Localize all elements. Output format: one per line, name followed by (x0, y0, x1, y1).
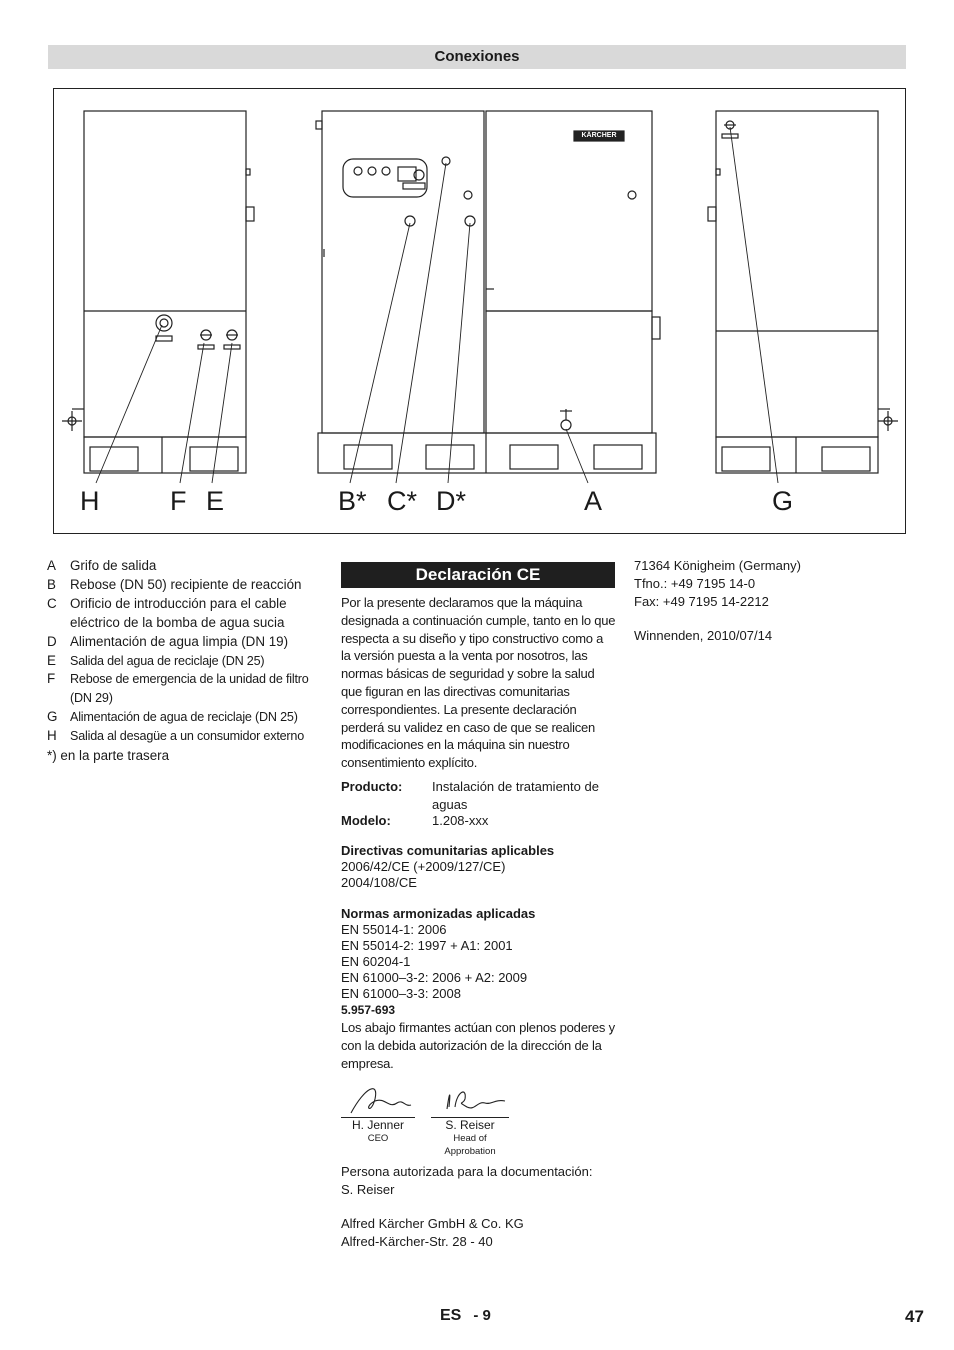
legend-item: B Rebose (DN 50) recipiente de reacción (47, 576, 302, 592)
signature-reiser: S. Reiser Head of Approbation (431, 1117, 509, 1158)
legend-note: *) en la parte trasera (47, 748, 170, 764)
signers-statement: Los abajo firmantes actúan con plenos poderes y con la debida autorización de la dirección de la empresa. (341, 1020, 615, 1071)
company-street: Alfred-Kärcher-Str. 28 - 40 (341, 1234, 493, 1250)
address-fax: Fax: +49 7195 14-2212 (634, 593, 769, 609)
signature-jenner-image (345, 1077, 525, 1119)
callout-e: E (206, 486, 225, 516)
leader-lines (96, 127, 778, 483)
declaration-title: Declaración CE (341, 562, 615, 588)
standards-block: Normas armonizadas aplicadas EN 55014-1: 2006 EN 55014-2: 1997 + A1: 2001 EN 60204-1 EN 61000–3-2: 2006 + A2: 2009 EN 61000–3-3: 2008 (341, 905, 536, 1001)
page-number: 47 (905, 1307, 924, 1326)
signatures (341, 1075, 616, 1163)
callout-h: H (80, 486, 100, 516)
place-date: Winnenden, 2010/07/14 (634, 628, 773, 644)
callout-g: G (772, 486, 794, 516)
address-block (634, 557, 894, 645)
legend-item: E Salida del agua de reciclaje (DN 25) (47, 652, 265, 668)
legend-item: F Rebose de emergencia de la unidad de filtro (DN 29) (47, 671, 309, 706)
section-title: Conexiones (48, 45, 906, 69)
callout-c: C* (387, 486, 418, 516)
callout-a: A (584, 486, 603, 516)
callout-b: B* (338, 486, 367, 516)
legend-item: A Grifo de salida (47, 558, 157, 573)
legend-item: G Alimentación de agua de reciclaje (DN 25) (47, 709, 298, 725)
legend-item: H Salida al desagüe a un consumidor externo (47, 728, 305, 744)
document-number: 5.957-693 (341, 1002, 396, 1017)
signature-jenner: H. Jenner CEO (341, 1117, 415, 1145)
address-phone: Tfno.: +49 7195 14-0 (634, 575, 756, 591)
product-row: Producto: Instalación de tratamiento de aguas (341, 778, 599, 812)
declaration-intro: Por la presente declaramos que la máquina designada a continuación cumple, tanto en lo que respecta a su diseño y tipo constructivo como a la versión puesta a la venta por nosotros, las normas básicas de seguridad y sobre la salud que figuran en las directivas comunitarias correspondientes. La presente declaración perderá su validez en caso de que se realicen modificaciones en la máquina sin nuestro consentimiento explícito. (341, 595, 616, 771)
right-unit-drawing (708, 111, 898, 473)
documentation-person-label: Persona autorizada para la documentación: (341, 1163, 593, 1179)
middle-unit-drawing (316, 111, 660, 473)
legend-item: C Orificio de introducción para el cable eléctrico de la bomba de agua sucia (47, 595, 287, 630)
legend-item: D Alimentación de agua limpia (DN 19) (47, 633, 289, 649)
model-row: Modelo: 1.208-xxx (341, 812, 489, 828)
documentation-person-name: S. Reiser (341, 1181, 395, 1197)
declaration-body (341, 594, 616, 1251)
connections-legend (47, 557, 327, 765)
left-unit-drawing (62, 111, 254, 473)
footer-language: ES - 9 (440, 1307, 491, 1324)
connections-diagram (53, 88, 906, 534)
brand-logo: KÄRCHER (581, 132, 617, 139)
company-name: Alfred Kärcher GmbH & Co. KG (341, 1216, 524, 1232)
callout-d: D* (436, 486, 467, 516)
directives-block: Directivas comunitarias aplicables 2006/42/CE (+2009/127/CE) 2004/108/CE (341, 842, 555, 890)
callout-f: F (170, 486, 187, 516)
address-city: 71364 Königheim (Germany) (634, 558, 801, 573)
